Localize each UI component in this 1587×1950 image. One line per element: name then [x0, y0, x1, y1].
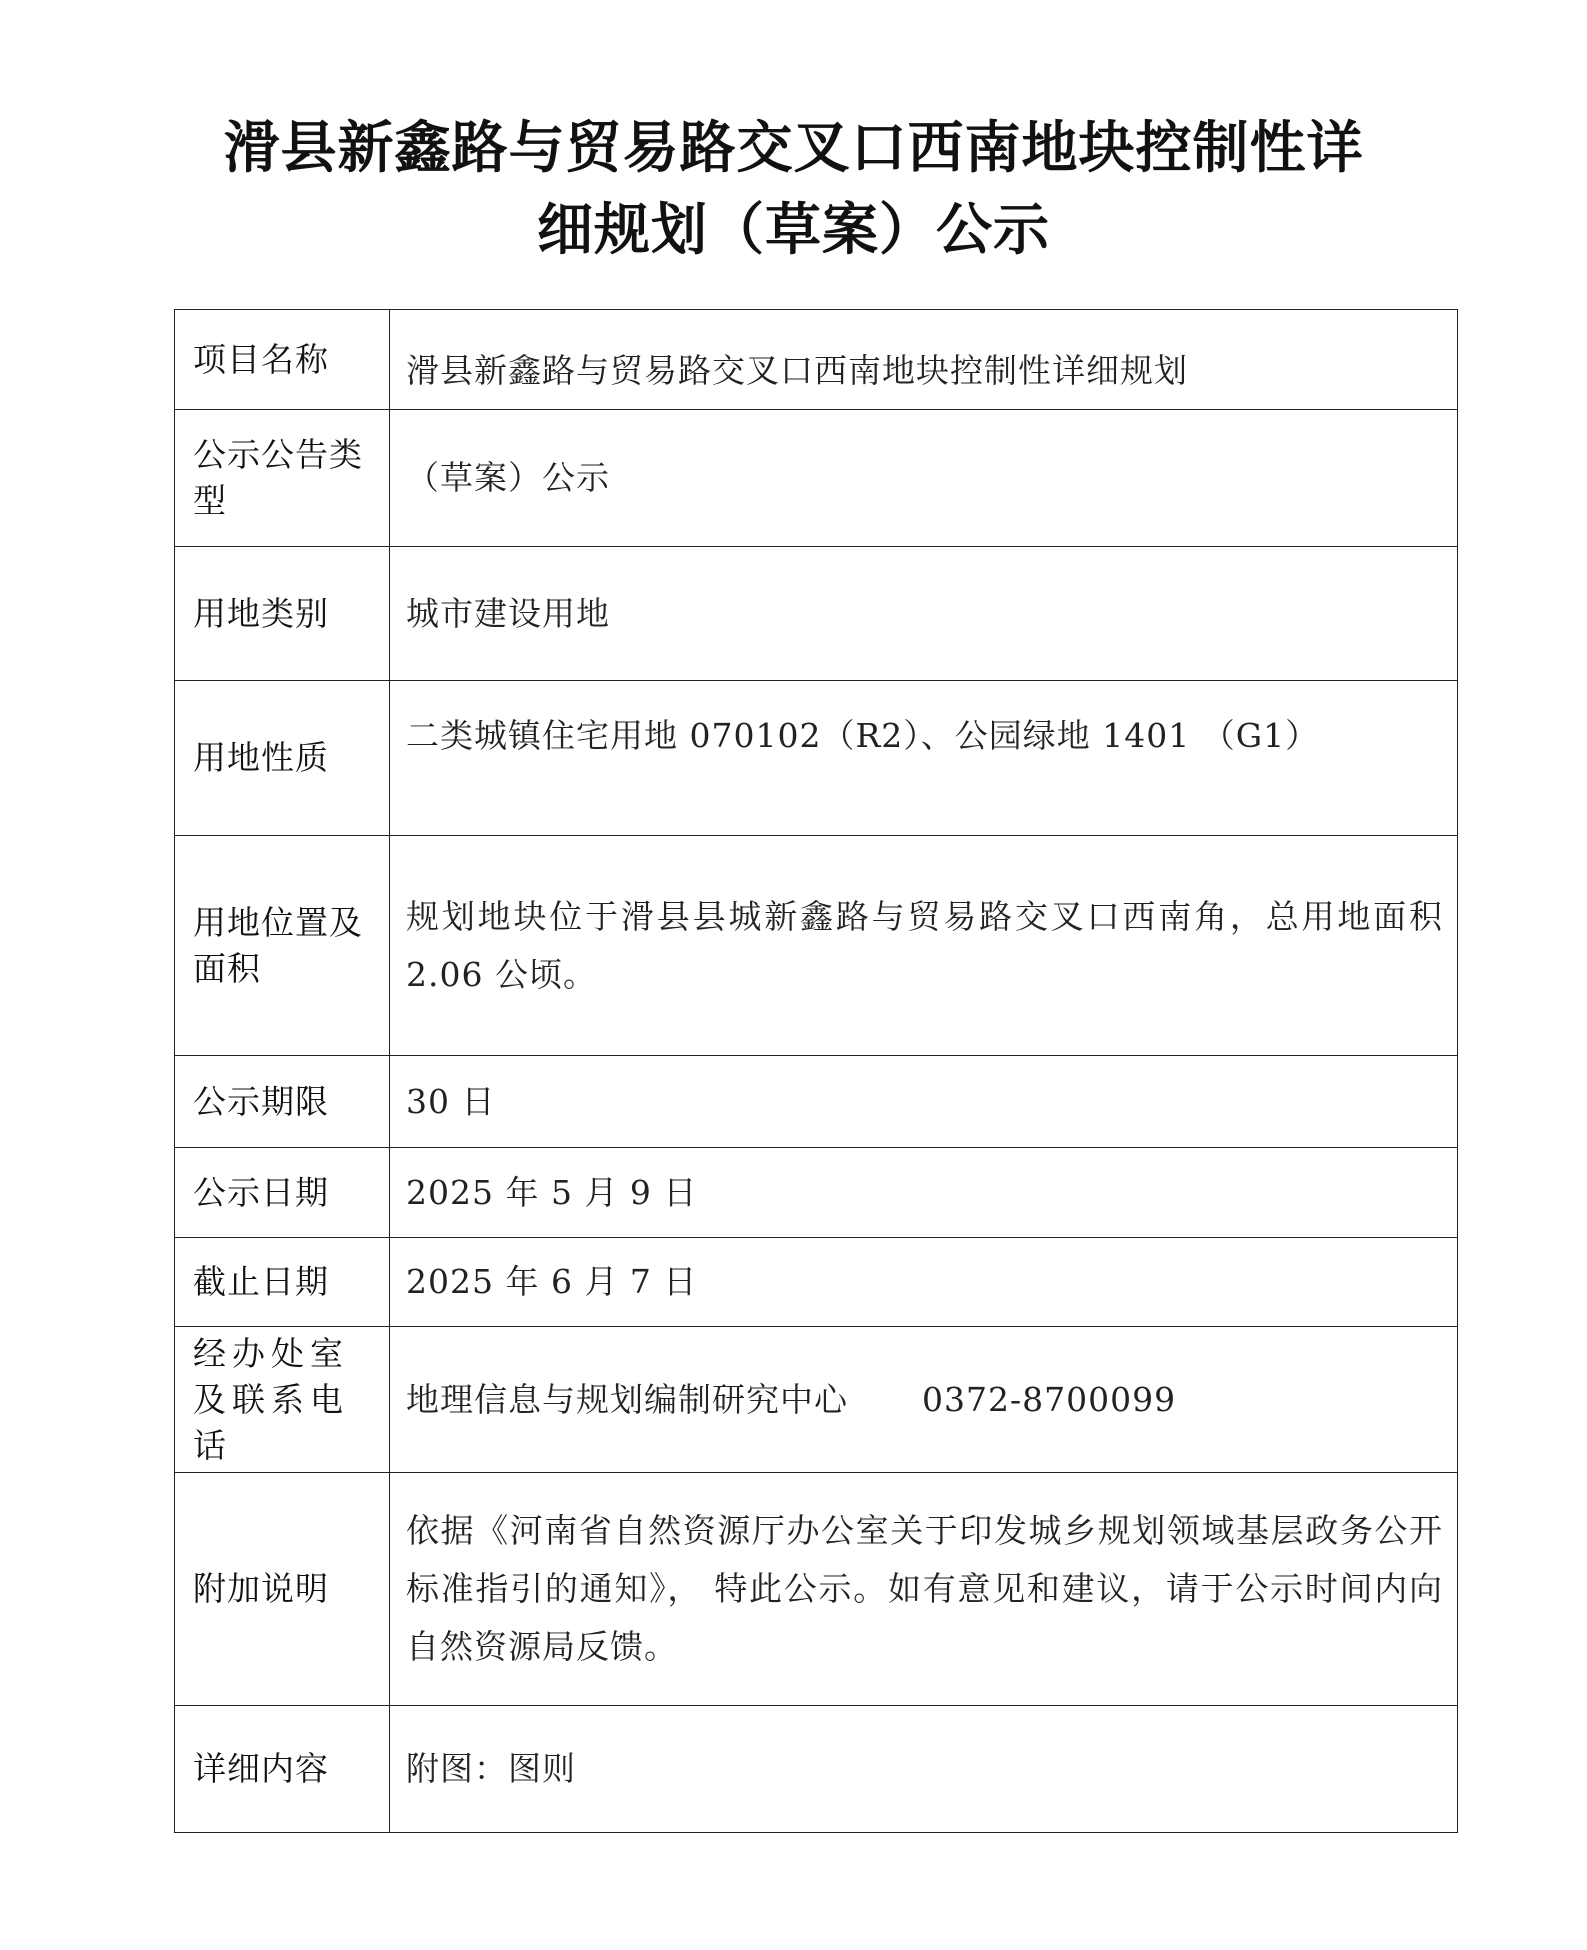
label-project-name: 项目名称: [175, 310, 390, 410]
contact-phone: 0372-8700099: [922, 1379, 1177, 1419]
value-details: 附图：图则: [390, 1706, 1458, 1833]
value-location-area: 规划地块位于滑县县城新鑫路与贸易路交叉口西南角，总用地面积 2.06 公顷。: [390, 836, 1458, 1056]
value-notice-type: （草案）公示: [390, 410, 1458, 547]
value-project-name: 滑县新鑫路与贸易路交叉口西南地块控制性详细规划: [390, 310, 1458, 410]
label-period: 公示期限: [175, 1056, 390, 1148]
value-remarks: 依据《河南省自然资源厅办公室关于印发城乡规划领域基层政务公开标准指引的通知》， 特此公示。如有意见和建议，请于公示时间内向自然资源局反馈。: [390, 1473, 1458, 1706]
notice-table: [174, 309, 1458, 1833]
table-row-start-date: [175, 1148, 1458, 1238]
table-row-land-nature: [175, 681, 1458, 836]
value-contact: [390, 1327, 1458, 1473]
table-row-land-category: [175, 547, 1458, 681]
value-start-date: 2025 年 5 月 9 日: [390, 1148, 1458, 1238]
table-row-remarks: [175, 1473, 1458, 1706]
title-line-2: 细规划（草案）公示: [537, 198, 1050, 263]
label-contact: 经办处室及联系电话: [175, 1327, 390, 1473]
title-line-1: 滑县新鑫路与贸易路交叉口西南地块控制性详: [223, 116, 1364, 181]
value-period: 30 日: [390, 1056, 1458, 1148]
table-row-details: [175, 1706, 1458, 1833]
value-end-date: 2025 年 6 月 7 日: [390, 1238, 1458, 1327]
label-end-date: 截止日期: [175, 1238, 390, 1327]
table-row-end-date: [175, 1238, 1458, 1327]
label-location-area: 用地位置及面积: [175, 836, 390, 1056]
label-start-date: 公示日期: [175, 1148, 390, 1238]
table-row-period: [175, 1056, 1458, 1148]
value-land-category: 城市建设用地: [390, 547, 1458, 681]
label-notice-type: 公示公告类型: [175, 410, 390, 547]
table-row-contact: [175, 1327, 1458, 1473]
value-land-nature: 二类城镇住宅用地 070102（R2）、公园绿地 1401 （G1）: [390, 681, 1458, 836]
document-title: [0, 108, 1587, 272]
label-land-category: 用地类别: [175, 547, 390, 681]
label-details: 详细内容: [175, 1706, 390, 1833]
table-row-notice-type: [175, 410, 1458, 547]
contact-department: 地理信息与规划编制研究中心: [406, 1379, 848, 1419]
table-row-location-area: [175, 836, 1458, 1056]
table-row-project-name: [175, 310, 1458, 410]
label-land-nature: 用地性质: [175, 681, 390, 836]
label-remarks: 附加说明: [175, 1473, 390, 1706]
